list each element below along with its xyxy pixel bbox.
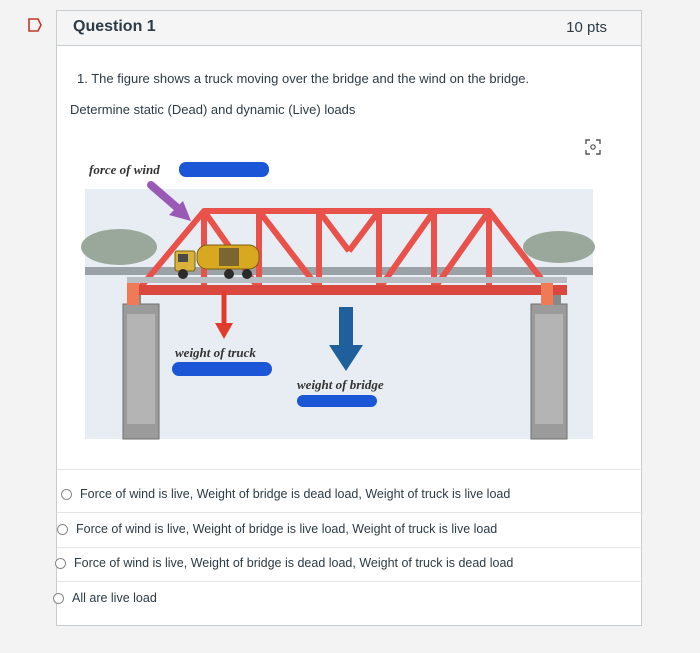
pier-left-face: [127, 314, 155, 424]
answer-label: Force of wind is live, Weight of bridge is dead load, Weight of truck is dead load: [74, 556, 514, 570]
label-weight-of-bridge: weight of bridge: [297, 377, 384, 392]
redaction-mark-bridge: [297, 395, 377, 407]
bridge-figure: [79, 149, 599, 449]
flag-icon[interactable]: [26, 16, 44, 34]
pier-right-face: [535, 314, 563, 424]
trees-right: [523, 231, 595, 263]
question-card: [56, 10, 642, 626]
answer-option-3[interactable]: [55, 546, 513, 580]
radio-button[interactable]: [61, 489, 72, 500]
background-road: [85, 267, 593, 275]
label-force-of-wind: force of wind: [89, 162, 160, 177]
radio-button[interactable]: [53, 593, 64, 604]
question-points: 10 pts: [566, 19, 607, 36]
radio-button[interactable]: [55, 558, 66, 569]
answer-option-1[interactable]: [61, 477, 510, 511]
redaction-mark-wind: [179, 162, 269, 177]
label-weight-of-truck: weight of truck: [175, 345, 256, 360]
answer-label: Force of wind is live, Weight of bridge is live load, Weight of truck is live load: [76, 522, 498, 536]
answer-label: Force of wind is live, Weight of bridge is dead load, Weight of truck is live load: [80, 487, 511, 501]
answer-option-2[interactable]: [57, 512, 497, 546]
answer-option-4[interactable]: [53, 581, 157, 615]
bearing-left: [127, 283, 139, 305]
question-header: [57, 11, 641, 46]
answer-label: All are live load: [72, 591, 157, 605]
question-title: Question 1: [73, 18, 156, 35]
divider: [57, 469, 643, 470]
bridge-roadway: [127, 277, 567, 283]
bearing-right: [541, 283, 553, 305]
question-text-line-2: Determine static (Dead) and dynamic (Live) loads: [70, 102, 356, 117]
trees-left: [81, 229, 157, 265]
bridge-deck: [127, 285, 567, 295]
redaction-mark-truck: [172, 362, 272, 376]
radio-button[interactable]: [57, 524, 68, 535]
question-text-line-1: 1. The figure shows a truck moving over the bridge and the wind on the bridge.: [77, 71, 530, 86]
